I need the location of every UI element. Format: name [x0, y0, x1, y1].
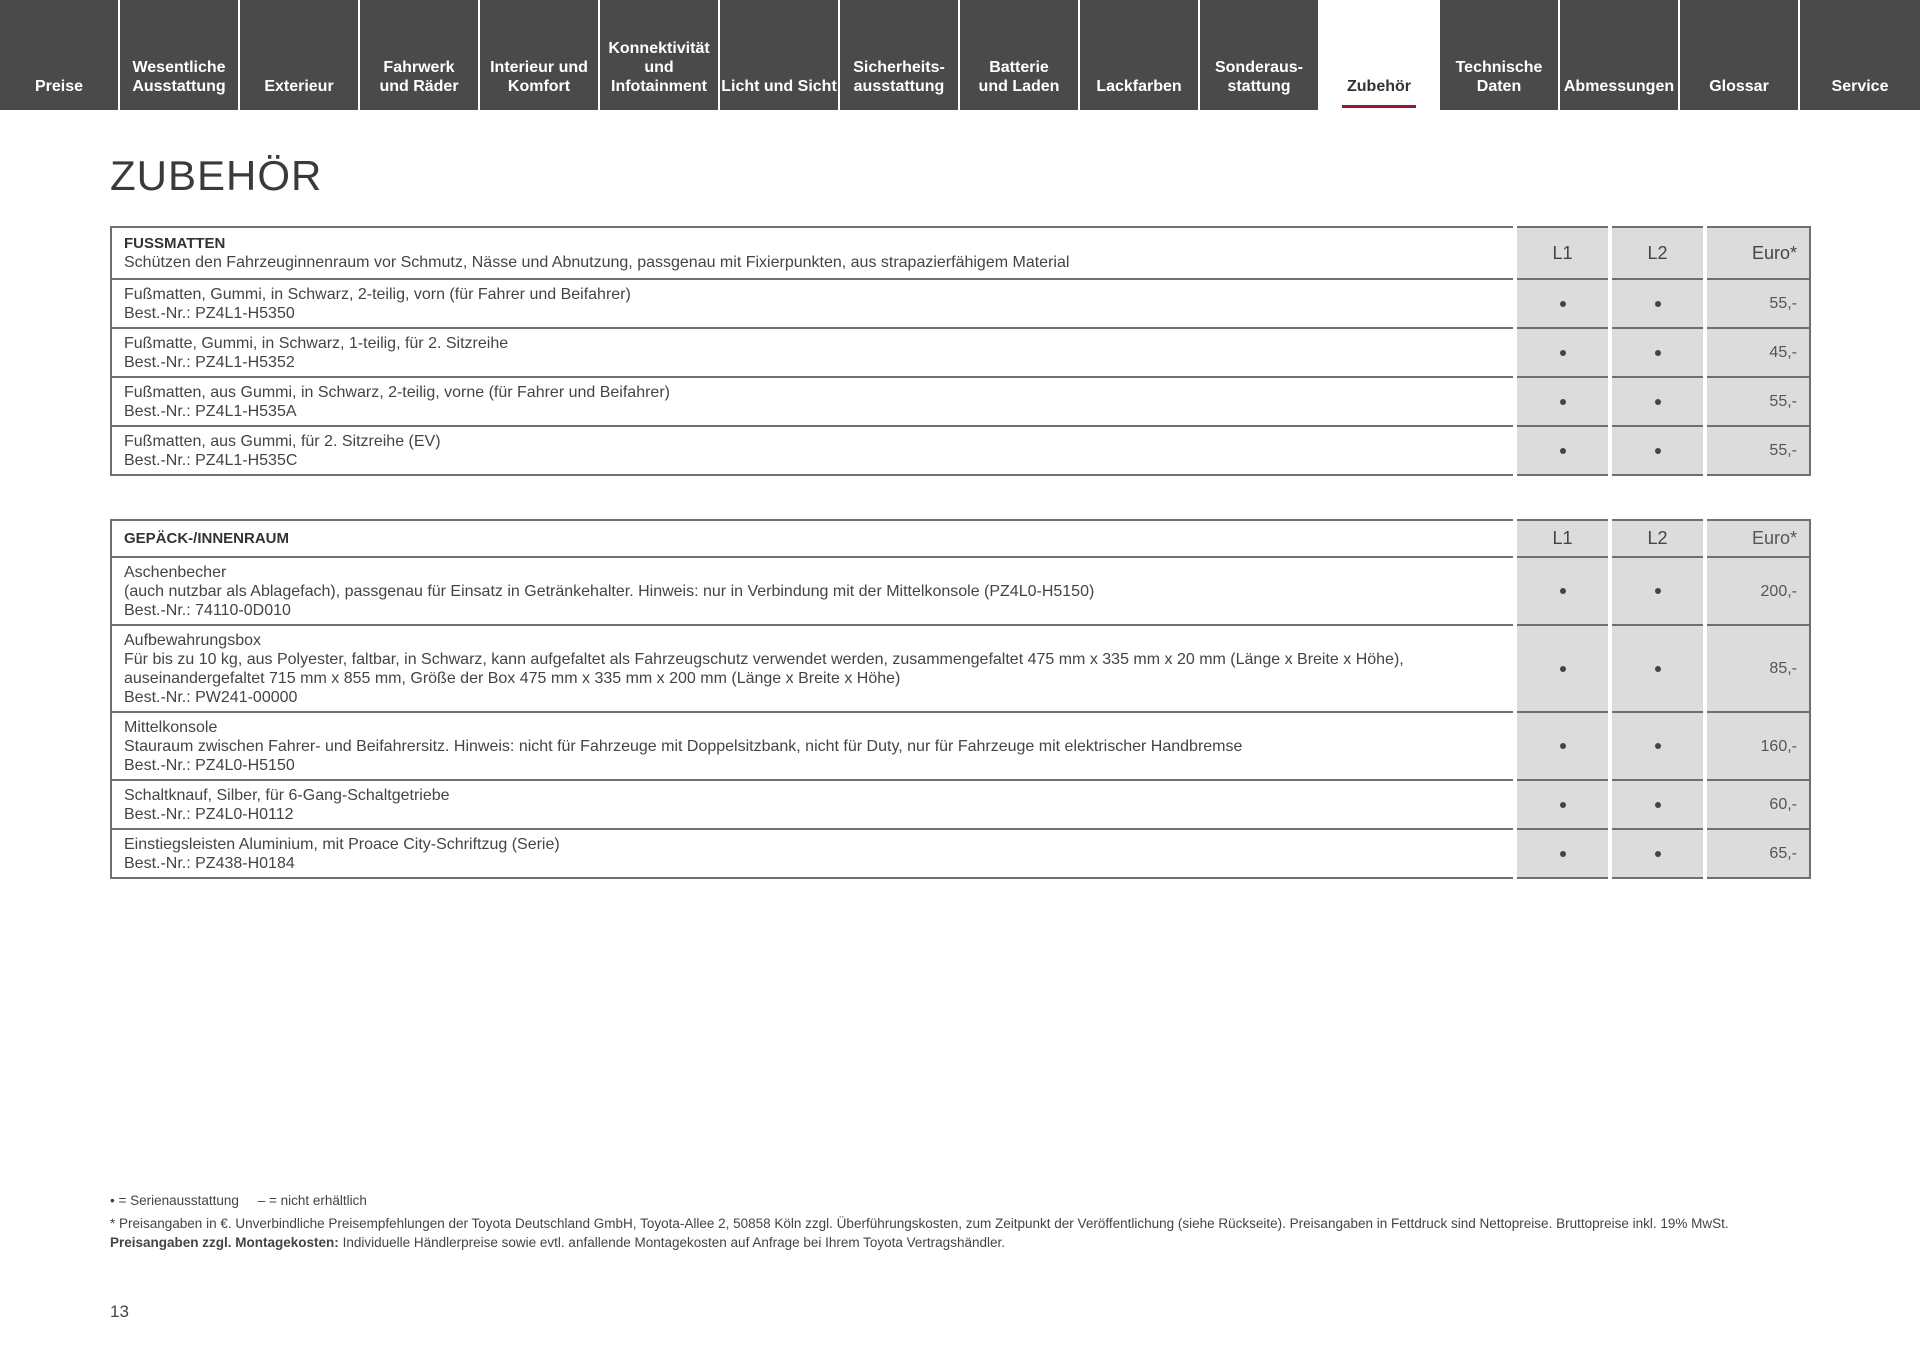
tab-technische-daten[interactable]: Technische Daten — [1440, 0, 1558, 110]
price-footnote — [110, 1214, 1810, 1252]
table-row — [111, 829, 1810, 878]
standard-dot-icon — [1560, 350, 1566, 356]
item-price: 65,- — [1705, 829, 1810, 878]
tab-glossar[interactable]: Glossar — [1680, 0, 1798, 110]
item-price: 60,- — [1705, 780, 1810, 829]
standard-dot-icon — [1655, 743, 1661, 749]
item-details: Für bis zu 10 kg, aus Polyester, faltbar, in Schwarz, kann aufgefaltet als Fahrzeugschutz verwendet werden, zusammengefaltet 475 mm x 335 mm x 20 mm (Länge x Breite x Höhe), auseinandergefaltet 715 mm x 855 mm, Größe der Box 475 mm x 335 mm x 200 mm (Länge x Breite x Höhe) — [124, 650, 1404, 687]
standard-dot-icon — [1560, 399, 1566, 405]
availability-l2 — [1610, 780, 1705, 829]
tab-batterie-und-laden[interactable]: Batterie und Laden — [960, 0, 1078, 110]
tab-fahrwerk-und-raeder[interactable]: Fahrwerk und Räder — [360, 0, 478, 110]
item-name: Aschenbecher — [124, 563, 227, 581]
tab-exterieur[interactable]: Exterieur — [240, 0, 358, 110]
item-description — [111, 712, 1515, 780]
item-name: Mittelkonsole — [124, 718, 218, 736]
gepaeck-innenraum-table — [110, 519, 1811, 879]
availability-l2 — [1610, 557, 1705, 625]
availability-l2 — [1610, 426, 1705, 475]
tab-licht-und-sicht[interactable]: Licht und Sicht — [720, 0, 838, 110]
item-price: 55,- — [1705, 426, 1810, 475]
standard-dot-icon — [1655, 851, 1661, 857]
top-navigation — [0, 0, 1920, 110]
table-row — [111, 557, 1810, 625]
montage-note-label: Preisangaben zzgl. Montagekosten: — [110, 1235, 339, 1250]
item-description — [111, 328, 1515, 377]
column-header-price: Euro* — [1705, 227, 1810, 279]
section-subtitle: Schützen den Fahrzeuginnenraum vor Schmutz, Nässe und Abnutzung, passgenau mit Fixierpunkten, aus strapazierfähigem Material — [124, 254, 1070, 271]
tab-konnektivitaet[interactable]: Konnektivität und Infotainment — [600, 0, 718, 110]
standard-dot-icon — [1560, 666, 1566, 672]
availability-l2 — [1610, 328, 1705, 377]
fussmatten-table — [110, 226, 1811, 476]
availability-l2 — [1610, 712, 1705, 780]
tab-sonderausstattung[interactable]: Sonderaus- stattung — [1200, 0, 1318, 110]
standard-dot-icon — [1560, 802, 1566, 808]
item-description — [111, 780, 1515, 829]
item-price: 200,- — [1705, 557, 1810, 625]
standard-dot-icon — [1655, 448, 1661, 454]
item-details: Stauraum zwischen Fahrer- und Beifahrersitz. Hinweis: nicht für Fahrzeuge mit Doppelsitzbank, nicht für Duty, nur für Fahrzeuge mit elektrischer Handbremse — [124, 737, 1243, 755]
standard-dot-icon — [1560, 743, 1566, 749]
item-price: 160,- — [1705, 712, 1810, 780]
item-part-number: Best.-Nr.: PZ438-H0184 — [124, 854, 295, 872]
availability-l1 — [1515, 829, 1610, 878]
item-description — [111, 426, 1515, 475]
standard-dot-icon — [1655, 802, 1661, 808]
standard-dot-icon — [1655, 350, 1661, 356]
column-header-l1: L1 — [1515, 227, 1610, 279]
item-name: Schaltknauf, Silber, für 6-Gang-Schaltgetriebe — [124, 786, 450, 804]
item-description — [111, 377, 1515, 426]
table-row — [111, 328, 1810, 377]
montage-note-text: Individuelle Händlerpreise sowie evtl. anfallende Montagekosten auf Anfrage bei Ihrem Toyota Vertragshändler. — [342, 1235, 1005, 1250]
availability-l1 — [1515, 780, 1610, 829]
standard-dot-icon — [1655, 399, 1661, 405]
item-name: Fußmatten, aus Gummi, für 2. Sitzreihe (EV) — [124, 432, 441, 450]
item-name: Einstiegsleisten Aluminium, mit Proace City-Schriftzug (Serie) — [124, 835, 560, 853]
table-header-cell — [111, 227, 1515, 279]
item-name: Fußmatten, Gummi, in Schwarz, 2-teilig, vorn (für Fahrer und Beifahrer) — [124, 285, 631, 303]
item-part-number: Best.-Nr.: PZ4L0-H5150 — [124, 756, 295, 774]
item-description — [111, 279, 1515, 328]
standard-dot-icon — [1655, 588, 1661, 594]
item-part-number: Best.-Nr.: PZ4L1-H5350 — [124, 304, 295, 322]
item-price: 85,- — [1705, 625, 1810, 712]
column-header-l2: L2 — [1610, 520, 1705, 557]
table-header-cell — [111, 520, 1515, 557]
availability-l1 — [1515, 377, 1610, 426]
availability-l2 — [1610, 377, 1705, 426]
availability-l2 — [1610, 625, 1705, 712]
section-title: FUSSMATTEN — [124, 235, 226, 252]
item-details: (auch nutzbar als Ablagefach), passgenau für Einsatz in Getränkehalter. Hinweis: nur in Verbindung mit der Mittelkonsole (PZ4L0-H5150) — [124, 582, 1095, 600]
page-number: 13 — [110, 1302, 129, 1321]
standard-dot-icon — [1560, 851, 1566, 857]
item-description — [111, 557, 1515, 625]
item-description — [111, 625, 1515, 712]
standard-dot-icon — [1655, 666, 1661, 672]
standard-dot-icon — [1655, 301, 1661, 307]
tab-lackfarben[interactable]: Lackfarben — [1080, 0, 1198, 110]
column-header-price: Euro* — [1705, 520, 1810, 557]
price-note: * Preisangaben in €. Unverbindliche Preisempfehlungen der Toyota Deutschland GmbH, Toyota-Allee 2, 50858 Köln zzgl. Überführungskosten, zum Zeitpunkt der Veröffentlichung (siehe Rückseite). Preisangaben in Fettdruck sind Nettopreise. Bruttopreise inkl. 19% MwSt. — [110, 1216, 1729, 1231]
availability-l1 — [1515, 426, 1610, 475]
item-part-number: Best.-Nr.: 74110-0D010 — [124, 601, 291, 619]
table-row — [111, 625, 1810, 712]
item-description — [111, 829, 1515, 878]
column-header-l1: L1 — [1515, 520, 1610, 557]
tab-service[interactable]: Service — [1800, 0, 1920, 110]
table-row — [111, 279, 1810, 328]
tab-abmessungen[interactable]: Abmessungen — [1560, 0, 1678, 110]
table-row — [111, 712, 1810, 780]
item-price: 45,- — [1705, 328, 1810, 377]
tab-sicherheitsausstattung[interactable]: Sicherheits- ausstattung — [840, 0, 958, 110]
table-header-row — [111, 227, 1810, 279]
column-header-l2: L2 — [1610, 227, 1705, 279]
item-name: Fußmatten, aus Gummi, in Schwarz, 2-teilig, vorne (für Fahrer und Beifahrer) — [124, 383, 670, 401]
table-row — [111, 780, 1810, 829]
item-part-number: Best.-Nr.: PZ4L1-H5352 — [124, 353, 295, 371]
tab-wesentliche-ausstattung[interactable]: Wesentliche Ausstattung — [120, 0, 238, 110]
availability-l1 — [1515, 279, 1610, 328]
item-name: Fußmatte, Gummi, in Schwarz, 1-teilig, für 2. Sitzreihe — [124, 334, 509, 352]
legend-footnote: • = Serienausstattung – = nicht erhältlich — [110, 1193, 367, 1208]
standard-dot-icon — [1560, 301, 1566, 307]
availability-l2 — [1610, 279, 1705, 328]
tab-preise[interactable]: Preise — [0, 0, 118, 110]
item-part-number: Best.-Nr.: PZ4L1-H535C — [124, 451, 298, 469]
item-part-number: Best.-Nr.: PZ4L0-H0112 — [124, 805, 294, 823]
table-header-row — [111, 520, 1810, 557]
availability-l1 — [1515, 625, 1610, 712]
item-name: Aufbewahrungsbox — [124, 631, 261, 649]
availability-l1 — [1515, 328, 1610, 377]
standard-dot-icon — [1560, 448, 1566, 454]
availability-l1 — [1515, 712, 1610, 780]
section-title: GEPÄCK-/INNENRAUM — [124, 530, 289, 547]
standard-dot-icon — [1560, 588, 1566, 594]
page-title: ZUBEHÖR — [110, 152, 323, 199]
availability-l1 — [1515, 557, 1610, 625]
table-row — [111, 377, 1810, 426]
tab-zubehoer[interactable]: Zubehör — [1320, 0, 1438, 110]
item-price: 55,- — [1705, 377, 1810, 426]
availability-l2 — [1610, 829, 1705, 878]
tab-interieur-und-komfort[interactable]: Interieur und Komfort — [480, 0, 598, 110]
item-price: 55,- — [1705, 279, 1810, 328]
item-part-number: Best.-Nr.: PW241-00000 — [124, 688, 298, 706]
item-part-number: Best.-Nr.: PZ4L1-H535A — [124, 402, 297, 420]
table-row — [111, 426, 1810, 475]
